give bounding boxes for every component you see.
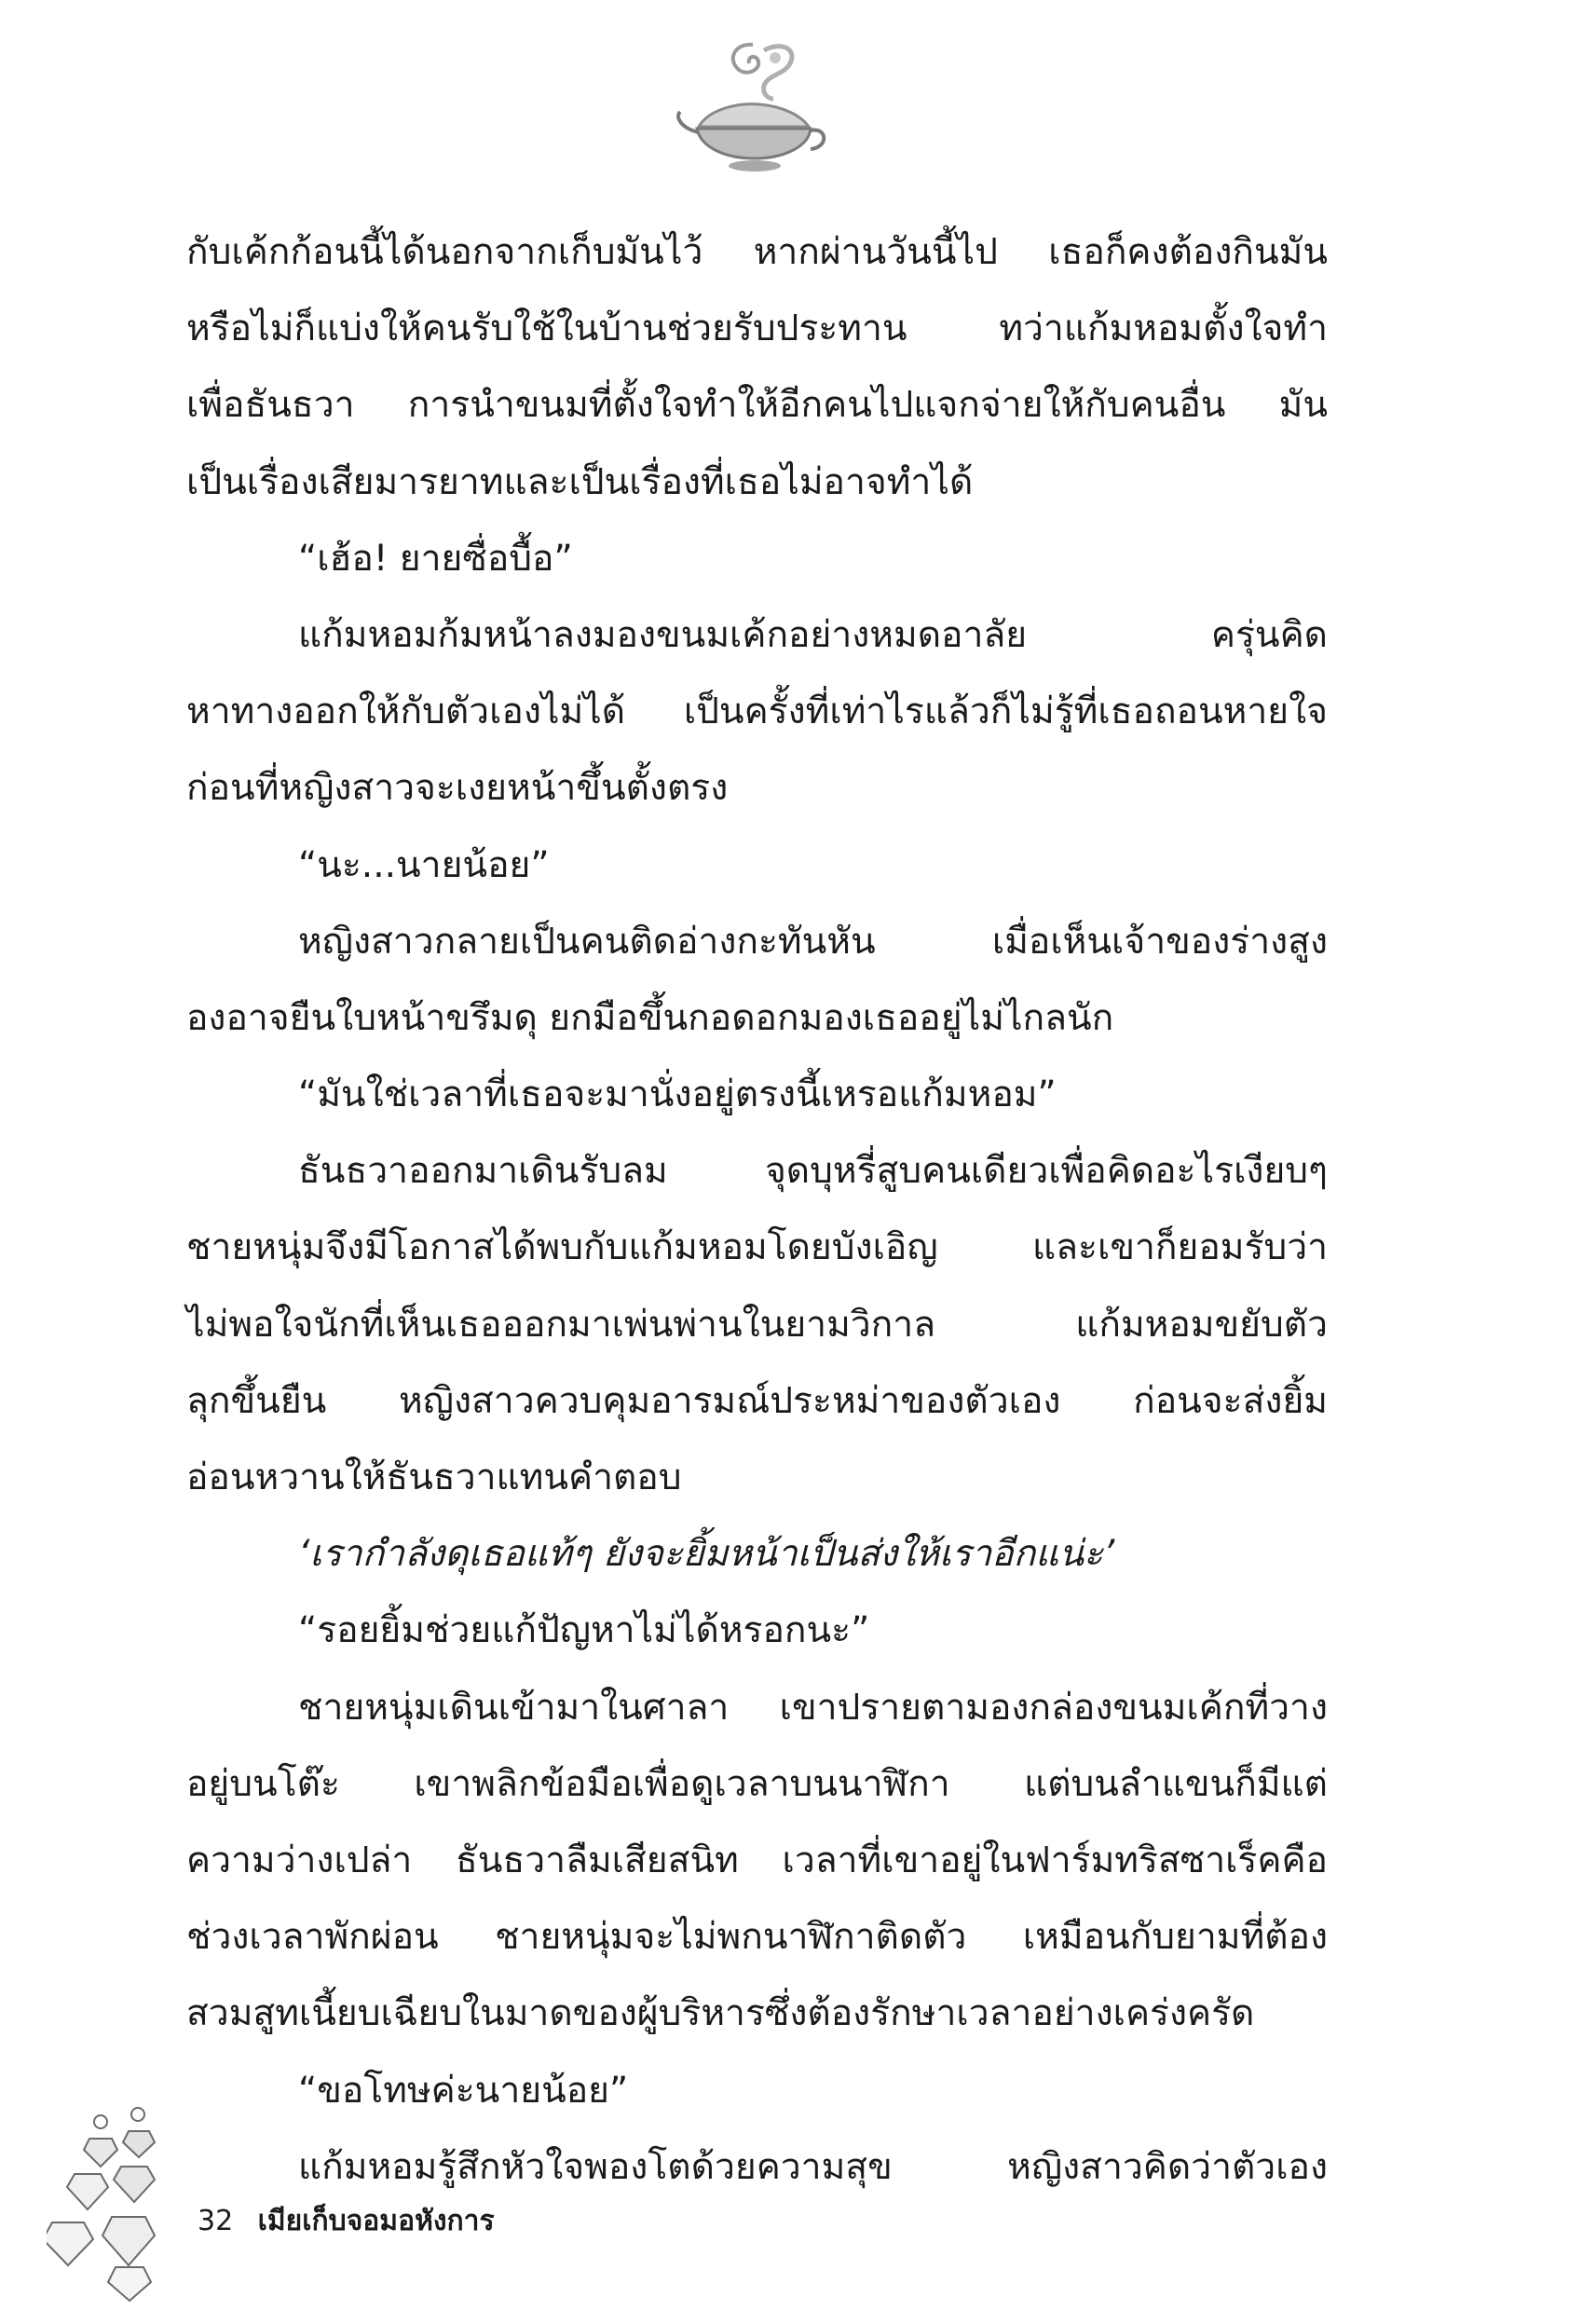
body-text [186, 214, 1328, 2206]
text-line: กับเค้กก้อนนี้ได้นอกจากเก็บมันไว้ หากผ่านวันนี้ไป เธอก็คงต้องกินมัน [186, 231, 1328, 273]
page-number: 32 [198, 2205, 234, 2237]
text-line: ลุกขึ้นยืน หญิงสาวควบคุมอารมณ์ประหม่าของตัวเอง ก่อนจะส่งยิ้ม [186, 1379, 1328, 1422]
book-title: เมียเก็บจอมอหังการ [257, 2205, 495, 2237]
magic-lamp-icon [671, 37, 829, 177]
text-line: เป็นเรื่องเสียมารยาทและเป็นเรื่องที่เธอไม่อาจทำได้ [186, 460, 974, 503]
text-line: ธันธวาออกมาเดินรับลม จุดบุหรี่สูบคนเดียวเพื่อคิดอะไรเงียบๆ [298, 1150, 1328, 1193]
text-line: สวมสูทเนี้ยบเฉียบในมาดของผู้บริหารซึ่งต้องรักษาเวลาอย่างเคร่งครัด [186, 1992, 1255, 2035]
page-footer [198, 2199, 495, 2243]
text-line: “เฮ้อ! ยายซื่อบื้อ” [298, 537, 573, 580]
text-line: ‘เรากำลังดุเธอแท้ๆ ยังจะยิ้มหน้าเป็นส่งให้เราอีกแน่ะ’ [298, 1533, 1115, 1576]
text-line: อ่อนหวานให้ธันธวาแทนคำตอบ [186, 1456, 682, 1498]
text-line: หรือไม่ก็แบ่งให้คนรับใช้ในบ้านช่วยรับประทาน ทว่าแก้มหอมตั้งใจทำ [186, 308, 1328, 350]
text-line: “มันใช่เวลาที่เธอจะมานั่งอยู่ตรงนี้เหรอแก้มหอม” [298, 1073, 1057, 1116]
text-line: แก้มหอมก้มหน้าลงมองขนมเค้กอย่างหมดอาลัย ครุ่นคิด [298, 613, 1328, 656]
text-line: “รอยยิ้มช่วยแก้ปัญหาไม่ได้หรอกนะ” [298, 1609, 870, 1652]
text-line: ความว่างเปล่า ธันธวาลืมเสียสนิท เวลาที่เขาอยู่ในฟาร์มทริสซาเร็คคือ [186, 1839, 1328, 1881]
text-line: ก่อนที่หญิงสาวจะเงยหน้าขึ้นตั้งตรง [186, 767, 729, 810]
text-line: ชายหนุ่มเดินเข้ามาในศาลา เขาปรายตามองกล่องขนมเค้กที่วาง [298, 1686, 1328, 1729]
text-line: ช่วงเวลาพักผ่อน ชายหนุ่มจะไม่พกนาฬิกาติดตัว เหมือนกับยามที่ต้อง [186, 1916, 1328, 1959]
text-line: หญิงสาวกลายเป็นคนติดอ่างกะทันหัน เมื่อเห็นเจ้าของร่างสูง [298, 920, 1328, 963]
text-line: “นะ...นายน้อย” [298, 843, 550, 886]
diamond-earrings-icon [47, 2101, 168, 2302]
text-line: หาทางออกให้กับตัวเองไม่ได้ เป็นครั้งที่เท่าไรแล้วก็ไม่รู้ที่เธอถอนหายใจ [186, 691, 1328, 733]
text-line: ชายหนุ่มจึงมีโอกาสได้พบกับแก้มหอมโดยบังเอิญ และเขาก็ยอมรับว่า [186, 1226, 1328, 1269]
text-line: เพื่อธันธวา การนำขนมที่ตั้งใจทำให้อีกคนไปแจกจ่ายให้กับคนอื่น มัน [186, 384, 1328, 427]
text-line: “ขอโทษค่ะนายน้อย” [298, 2069, 629, 2112]
text-line: แก้มหอมรู้สึกหัวใจพองโตด้วยความสุข หญิงสาวคิดว่าตัวเอง [298, 2145, 1328, 2188]
text-line: ไม่พอใจนักที่เห็นเธอออกมาเพ่นพ่านในยามวิกาล แก้มหอมขยับตัว [186, 1303, 1328, 1346]
text-line: อยู่บนโต๊ะ เขาพลิกข้อมือเพื่อดูเวลาบนนาฬิกา แต่บนลำแขนก็มีแต่ [186, 1762, 1328, 1805]
text-line: องอาจยืนใบหน้าขรึมดุ ยกมือขึ้นกอดอกมองเธออยู่ไม่ไกลนัก [186, 996, 1114, 1039]
